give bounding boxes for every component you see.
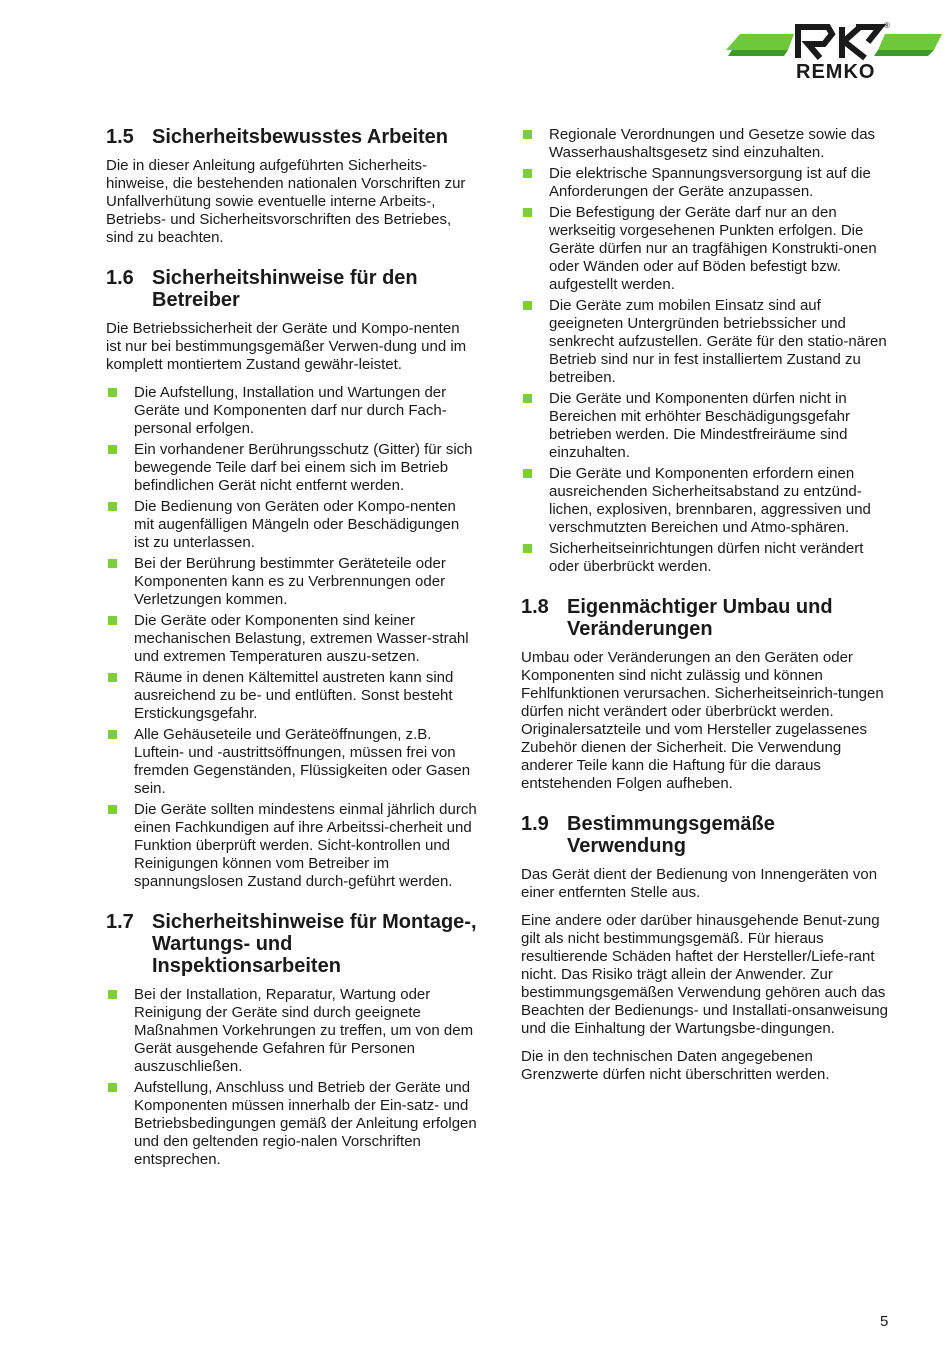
paragraph: Die Betriebssicherheit der Geräte und Kompo-nenten ist nur bei bestimmungsgemäßer Verwen-dung und im komplett montiertem Zustand gewähr-leistet. <box>106 320 467 373</box>
page-number: 5 <box>880 1313 889 1330</box>
bullet-list <box>106 986 478 1169</box>
list-item: Regionale Verordnungen und Gesetze sowie das Wasserhaushaltsgesetz sind einzuhalten. <box>521 126 893 162</box>
section-1-7 <box>106 911 478 1169</box>
list-item: Die Bedienung von Geräten oder Kompo-nenten mit augenfälligen Mängeln oder Beschädigungen ist zu unterlassen. <box>106 498 478 552</box>
section-heading <box>106 267 478 311</box>
section-heading <box>521 813 893 857</box>
section-1-6 <box>106 267 478 891</box>
bullet-list <box>521 126 893 576</box>
section-1-5 <box>106 126 478 247</box>
remko-logo <box>720 14 945 86</box>
list-item: Die Aufstellung, Installation und Wartungen der Geräte und Komponenten darf nur durch Fach-personal erfolgen. <box>106 384 478 438</box>
square-bullet-icon <box>108 730 117 739</box>
section-title: Eigenmächtiger Umbau und Veränderungen <box>567 596 833 640</box>
section-1-7-continued <box>521 126 893 576</box>
square-bullet-icon <box>108 673 117 682</box>
square-bullet-icon <box>523 469 532 478</box>
section-title: Sicherheitshinweise für den Betreiber <box>152 267 418 311</box>
list-item: Die Geräte zum mobilen Einsatz sind auf geeigneten Untergründen betriebssicher und senkrecht aufzustellen. Geräte für den statio-nären Betrieb sind nur in fest installiertem Zustand zu betreiben. <box>521 297 893 387</box>
square-bullet-icon <box>523 544 532 553</box>
square-bullet-icon <box>523 208 532 217</box>
section-title: Sicherheitsbewusstes Arbeiten <box>152 126 449 148</box>
logo-text: REMKO <box>796 61 876 83</box>
section-number: 1.8 <box>521 596 549 618</box>
square-bullet-icon <box>523 394 532 403</box>
list-item: Bei der Berührung bestimmter Geräteteile oder Komponenten kann es zu Verbrennungen oder Verletzungen kommen. <box>106 555 478 609</box>
paragraph: Die in den technischen Daten angegebenen Grenzwerte dürfen nicht überschritten werden. <box>521 1048 830 1083</box>
right-column <box>521 126 893 1104</box>
square-bullet-icon <box>108 445 117 454</box>
square-bullet-icon <box>108 388 117 397</box>
list-item: Die Geräte oder Komponenten sind keiner mechanischen Belastung, extremen Wasser-strahl und extremen Temperaturen auszu-setzen. <box>106 612 478 666</box>
paragraph: Eine andere oder darüber hinausgehende Benut-zung gilt als nicht bestimmungsgemäß. Für hieraus resultierende Schäden haftet der Hersteller/Liefe-rant nicht. Das Risiko trägt allein der Anwender. Zur bestimmungsgemäßen Verwendung gehören auch das Beachten der Bedienungs- und Installati-onsanweisung und die Einhaltung der Wartungsbe-dingungen. <box>521 912 888 1037</box>
bullet-list <box>106 384 478 891</box>
list-item: Die Geräte und Komponenten dürfen nicht in Bereichen mit erhöhter Beschädigungsgefahr betrieben werden. Die Mindestfreiräume sind einzuhalten. <box>521 390 893 462</box>
section-number: 1.6 <box>106 267 134 289</box>
section-number: 1.9 <box>521 813 549 835</box>
square-bullet-icon <box>523 130 532 139</box>
section-heading <box>106 126 478 148</box>
logo-stripe-right <box>878 34 942 50</box>
square-bullet-icon <box>108 502 117 511</box>
section-number: 1.7 <box>106 911 134 933</box>
list-item: Ein vorhandener Berührungsschutz (Gitter) für sich bewegende Teile darf bei einem sich im Betrieb befindlichen Gerät nicht entfernt werden. <box>106 441 478 495</box>
left-column <box>106 126 478 1189</box>
paragraph: Die in dieser Anleitung aufgeführten Sicherheits-hinweise, die bestehenden nationalen Vorschriften zur Unfallverhütung sowie eventuelle interne Arbeits-, Betriebs- und Sicherheitsvorschriften des Betriebes, sind zu beachten. <box>106 157 466 246</box>
list-item: Die Befestigung der Geräte darf nur an den werkseitig vorgesehenen Punkten erfolgen. Die Geräte dürfen nur an tragfähigen Konstrukti-onen oder Wänden oder auf Böden befestigt bzw. aufgestellt werden. <box>521 204 893 294</box>
section-title: Sicherheitshinweise für Montage-, Wartungs- und Inspektionsarbeiten <box>152 911 477 977</box>
section-1-9 <box>521 813 893 1084</box>
section-heading <box>521 596 893 640</box>
section-number: 1.5 <box>106 126 134 148</box>
list-item: Alle Gehäuseteile und Geräteöffnungen, z.B. Luftein- und -austrittsöffnungen, müssen frei von fremden Gegenständen, Flüssigkeiten oder Gasen sein. <box>106 726 478 798</box>
square-bullet-icon <box>108 805 117 814</box>
square-bullet-icon <box>108 559 117 568</box>
list-item: Sicherheitseinrichtungen dürfen nicht verändert oder überbrückt werden. <box>521 540 893 576</box>
logo-mark <box>798 27 880 58</box>
list-item: Bei der Installation, Reparatur, Wartung oder Reinigung der Geräte sind durch geeignete Maßnahmen Vorkehrungen zu treffen, um von dem Gerät ausgehende Gefahren für Personen auszuschließen. <box>106 986 478 1076</box>
list-item: Die elektrische Spannungsversorgung ist auf die Anforderungen der Geräte anzupassen. <box>521 165 893 201</box>
section-1-8 <box>521 596 893 793</box>
square-bullet-icon <box>523 169 532 178</box>
paragraph: Das Gerät dient der Bedienung von Innengeräten von einer entfernten Stelle aus. <box>521 866 878 901</box>
logo-stripe-left <box>726 34 794 50</box>
logo-registered: ® <box>884 21 890 30</box>
square-bullet-icon <box>108 1083 117 1092</box>
paragraph: Umbau oder Veränderungen an den Geräten oder Komponenten sind nicht zulässig und können Fehlfunktionen verursachen. Sicherheitseinrich-tungen dürfen nicht verändert oder überbrückt werden. Originalersatzteile und vom Hersteller zugelassenes Zubehör dienen der Sicherheit. Die Verwendung anderer Teile kann die Haftung für die daraus entstehenden Folgen aufheben. <box>521 649 884 792</box>
list-item: Räume in denen Kältemittel austreten kann sind ausreichend zu be- und entlüften. Sonst besteht Erstickungsgefahr. <box>106 669 478 723</box>
square-bullet-icon <box>108 616 117 625</box>
list-item: Aufstellung, Anschluss und Betrieb der Geräte und Komponenten müssen innerhalb der Ein-satz- und Betriebsbedingungen gemäß der Anleitung erfolgen und den geltenden regio-nalen Vorschriften entsprechen. <box>106 1079 478 1169</box>
logo-stripe-right-dark <box>874 50 934 56</box>
logo-stripe-left-dark <box>728 50 788 56</box>
list-item: Die Geräte und Komponenten erfordern einen ausreichenden Sicherheitsabstand zu entzünd-lichen, explosiven, brennbaren, aggressiven und verschmutzten Bereichen und Atmo-sphären. <box>521 465 893 537</box>
list-item: Die Geräte sollten mindestens einmal jährlich durch einen Fachkundigen auf ihre Arbeitssi-cherheit und Funktion überprüft werden. Sicht-kontrollen und Reinigungen können vom Betreiber im spannungslosen Zustand durch-geführt werden. <box>106 801 478 891</box>
square-bullet-icon <box>523 301 532 310</box>
section-heading <box>106 911 478 977</box>
square-bullet-icon <box>108 990 117 999</box>
section-title: Bestimmungsgemäße Verwendung <box>567 813 775 857</box>
